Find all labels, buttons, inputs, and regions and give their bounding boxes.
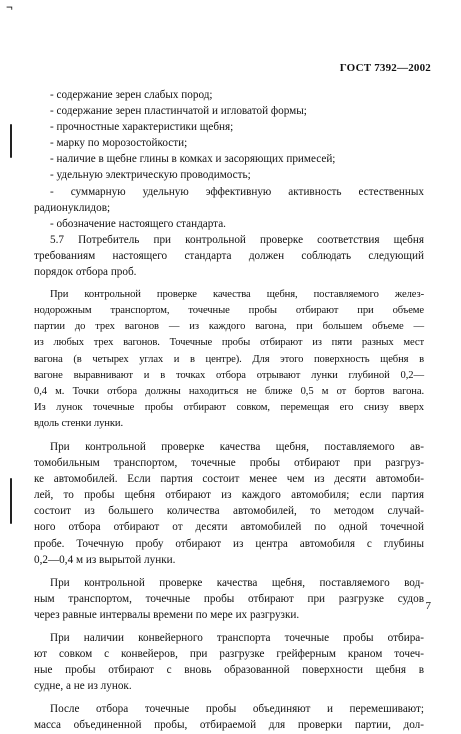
corner-mark: ¬ xyxy=(6,0,13,14)
paragraph-line: судне, а не из лунок. xyxy=(34,680,132,693)
paragraph-gap xyxy=(34,432,424,439)
paragraph-5-7 xyxy=(34,232,424,280)
paragraph-line: порядок отбора проб. xyxy=(34,266,137,279)
paragraph-line: 0,2—0,4 м из вырытой лунки. xyxy=(34,553,176,566)
standard-header: ГОСТ 7392—2002 xyxy=(339,62,431,74)
paragraph-line: из любых трех вагонов. Точечные пробы отбирают из пяти разных мест xyxy=(34,337,424,349)
margin-bar-bottom xyxy=(10,478,12,524)
page-number: 7 xyxy=(425,600,431,612)
list-item: - содержание зерен слабых пород; xyxy=(50,89,213,101)
paragraph-line: пробе. Точечную пробу отбирают из центра автомобиля с глубины xyxy=(34,537,424,550)
paragraph-line: лей, то пробы щебня отбирают из каждого автомобиля; если партия xyxy=(34,489,424,502)
paragraph-auto-transport xyxy=(34,439,424,568)
paragraph-gap xyxy=(34,623,424,630)
paragraph-line: ют совком с конвейеров, при разгрузке грейферным краном точеч- xyxy=(34,648,424,661)
paragraph-line: томобильным транспортом, точечные пробы отбирают при разгруз- xyxy=(34,457,424,470)
list-item: - суммарную удельную эффективную активность естественных xyxy=(50,185,424,198)
paragraph-line: При контрольной проверке качества щебня, поставляемого ав- xyxy=(50,440,424,453)
paragraph-gap xyxy=(34,568,424,575)
body-text xyxy=(34,87,424,734)
paragraph-line: партии до трех вагонов — из каждого вагона, при большем объеме — xyxy=(34,321,424,333)
paragraph-line: ным транспортом, точечные пробы отбирают при разгрузке судов xyxy=(34,592,424,605)
list-item: - обозначение настоящего стандарта. xyxy=(50,217,226,230)
paragraph-gap xyxy=(34,280,424,287)
requirements-list xyxy=(34,87,424,232)
paragraph-line: При наличии конвейерного транспорта точечные пробы отбира- xyxy=(50,632,424,644)
paragraph-line: Из лунок точечные пробы отбирают совком, перемещая его снизу вверх xyxy=(34,401,424,413)
paragraph-line: ные пробы отбирают с вновь образованной поверхности щебня в xyxy=(34,664,424,677)
list-item: - содержание зерен пластинчатой и игловатой формы; xyxy=(50,105,307,118)
paragraph-line: вдоль стенки лунки. xyxy=(34,417,124,429)
list-item: радионуклидов; xyxy=(34,201,111,214)
list-item: - прочностные характеристики щебня; xyxy=(50,121,234,134)
paragraph-line: состоит из большего количества автомобилей, то методом случай- xyxy=(34,505,424,518)
paragraph-gap xyxy=(34,694,424,701)
paragraph-line: вагоне выравнивают и в точках отбора отрывают лунки глубиной 0,2— xyxy=(34,369,424,381)
list-item: - наличие в щебне глины в комках и засоряющих примесей; xyxy=(50,153,336,166)
paragraph-line: 0,4 м. Точки отбора должны находиться не ближе 0,5 м от бортов вагона. xyxy=(34,385,424,397)
paragraph-line: 5.7 Потребитель при контрольной проверке соответствия щебня xyxy=(50,233,424,246)
paragraph-line: масса объединенной пробы, отбираемой для проверки партии, дол- xyxy=(34,719,424,732)
list-item: - марку по морозостойкости; xyxy=(50,137,188,150)
margin-bar-top xyxy=(10,124,12,158)
list-item: - удельную электрическую проводимость; xyxy=(50,169,251,182)
paragraph-line: вагона (в четырех углах и в центре). Для этого поверхность щебня в xyxy=(34,353,424,365)
paragraph-line: После отбора точечные пробы объединяют и перемешивают; xyxy=(50,703,424,716)
paragraph-line: через равные интервалы времени по мере их разгрузки. xyxy=(34,608,300,621)
paragraph-water-transport xyxy=(34,575,424,623)
paragraph-line: При контрольной проверке качества щебня, поставляемого желез- xyxy=(50,289,424,301)
paragraph-rail-transport xyxy=(34,287,424,432)
paragraph-line: ного отбора отбирают от десяти автомобилей по одной точечной xyxy=(34,521,424,534)
paragraph-line: При контрольной проверке качества щебня, поставляемого вод- xyxy=(50,576,424,589)
paragraph-final xyxy=(34,701,424,733)
paragraph-conveyor xyxy=(34,630,424,694)
paragraph-line: требованиям настоящего стандарта должен соблюдать следующий xyxy=(34,249,424,262)
paragraph-line: ке автомобилей. Если партия состоит менее чем из десяти автомоби- xyxy=(34,473,424,486)
paragraph-line: нодорожным транспортом, точечные пробы отбирают при объеме xyxy=(34,305,424,317)
